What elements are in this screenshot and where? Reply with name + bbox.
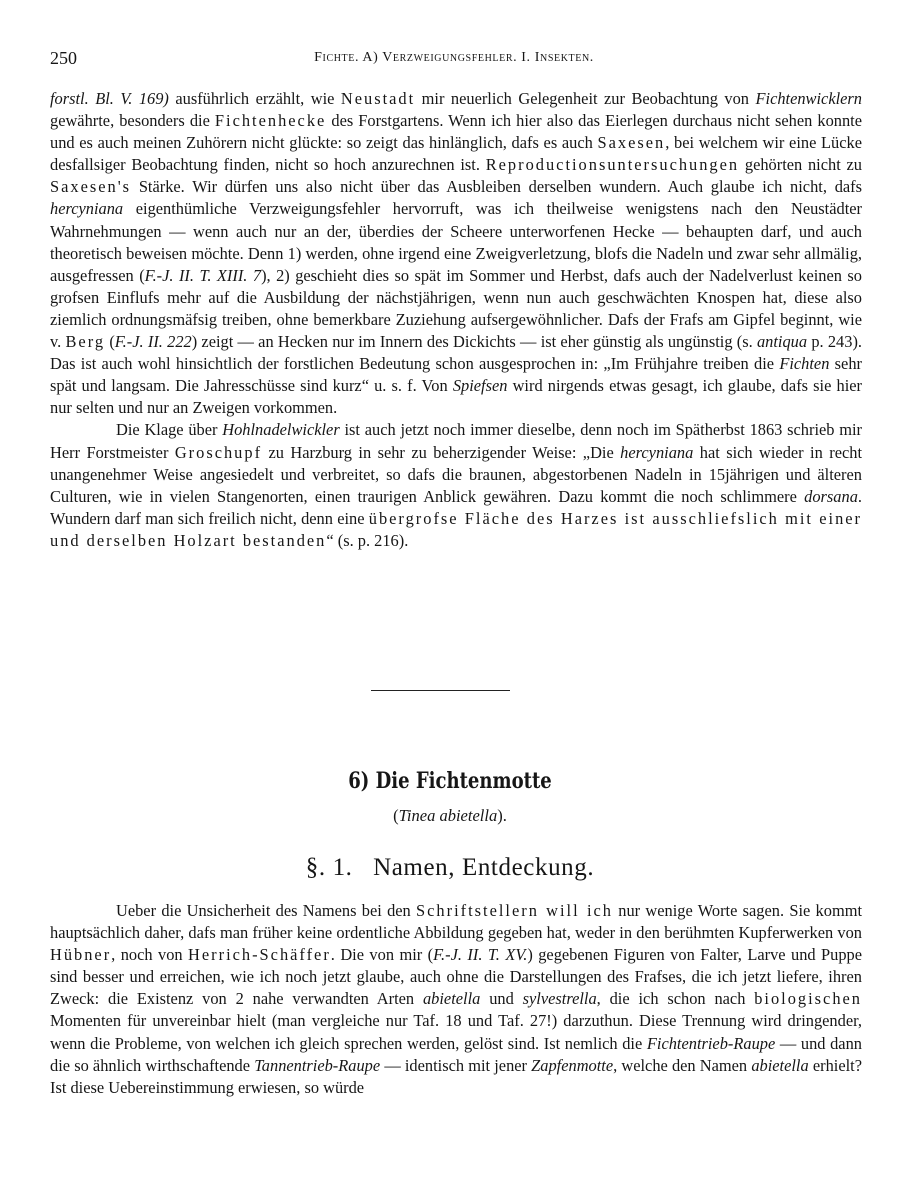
text-run: Stärke. Wir dürfen uns also nicht über das Ausbleiben derselben wundern. Auch glaube ich nicht, dafs — [131, 177, 862, 197]
section-subtitle — [0, 806, 900, 826]
species-name: Fichtenwicklern — [755, 89, 862, 108]
citation: F.-J. II. T. XIII. 7 — [144, 265, 262, 285]
emphasized-quote: übergrofse Fläche des Harzes ist ausschliefslich mit einer und derselben Holzart bestanden — [50, 508, 862, 550]
text-run: ausführlich erzählt, wie — [168, 89, 341, 108]
paragraph — [50, 900, 862, 1099]
section-title: 6) Die Fichtenmotte — [348, 768, 552, 794]
text-run: ( — [393, 806, 399, 825]
upper-text-block — [50, 88, 862, 552]
author-name: Saxesen — [597, 133, 666, 153]
text-run: erhielt? Ist diese Uebereinstimmung erwiesen, so würde — [50, 1055, 862, 1097]
text-run: und — [480, 989, 523, 1009]
text-run: des Forstgartens. Wenn ich hier also das Eierlegen durchaus nicht sehen konnte und es auch meinen Zuhörern nicht glückte: so zeigt das hinlänglich, dafs es auch — [50, 111, 862, 153]
species-name: Tannentrieb-Raupe — [254, 1055, 381, 1075]
text-run: Die Klage über — [116, 420, 223, 440]
text-run: ), 2) geschieht dies so spät im Sommer und Herbst, dafs auch der Nadelverlust keinen so grofsen Einflufs mehr auf die Ausbildung der nächstjährigen, wenn nun auch geschwächten Knospen hat, diese also ziemlich ordnungsmäfsig treiben, ohne bemerkbare Zuziehung aufsergewöhnlicher. Dafs der Frafs am Gipfel beginnt, wie v. — [50, 265, 862, 352]
species-name: abietella — [422, 989, 481, 1009]
paragraph — [50, 88, 862, 419]
species-name: Hohlnadelwickler — [222, 420, 340, 440]
emphasized-term: Fichtenhecke — [214, 111, 327, 131]
emphasized-term: Spiefsen — [452, 376, 508, 396]
citation: F.-J. II. T. XV. — [433, 945, 528, 965]
section-divider — [371, 690, 510, 691]
text-run: ). — [497, 806, 507, 825]
species-name: Tinea abietella — [398, 806, 498, 825]
author-name: Hübner — [50, 945, 112, 965]
species-name: Fichten — [779, 354, 830, 374]
text-run: Ueber die Unsicherheit des Namens bei den — [116, 901, 417, 920]
species-name: hercyniana — [620, 442, 694, 462]
lower-text-block — [50, 900, 862, 1099]
species-name: sylvestrella — [522, 989, 597, 1009]
species-name: antiqua — [756, 332, 808, 352]
text-run: wird nirgends etwas gesagt, ich glaube, dafs sie hier nur selten und nur an Zweigen vorkommen. — [50, 376, 863, 418]
text-run: , die ich schon nach — [596, 989, 755, 1009]
text-run: , noch von — [111, 945, 189, 965]
emphasized-term: Reproductionsuntersuchungen — [485, 155, 740, 175]
citation: forstl. Bl. V. 169) — [50, 89, 169, 108]
running-head: Fichte. A) Verzweigungsfehler. I. Insekten. — [314, 50, 594, 65]
paragraph-heading: §. 1. Namen, Entdeckung. — [305, 854, 595, 881]
text-run: zu Harzburg in sehr zu beherzigender Weise: „Die — [262, 442, 621, 462]
text-run: gehörten nicht zu — [739, 155, 862, 175]
paragraph — [50, 419, 862, 552]
species-name: Zapfenmotte — [531, 1055, 614, 1075]
text-run: gewährte, besonders die — [50, 111, 215, 131]
text-run: . Wundern darf man sich freilich nicht, denn eine — [50, 486, 862, 528]
text-run: mir neuerlich Gelegenheit zur Beobachtung von — [415, 89, 756, 108]
person-name: Groschupf — [174, 442, 263, 462]
text-run: — und dann die so ähnlich wirthschaftende — [50, 1033, 862, 1075]
text-run: Momenten für unvereinbar hielt (man vergleiche nur Taf. 18 und Taf. 27!) darzuthun. Diese Trennung wird dringender, wenn die Probleme, von welchen ich gleich sprechen werden, gelöst sind. Ist nemlich die — [50, 1011, 862, 1053]
author-name: Herrich-Schäffer — [188, 945, 331, 965]
text-run: nur wenige Worte sagen. Sie kommt hauptsächlich daher, dafs man früher keine ordentliche Abbildung gegeben hat, weder in den berühmten Kupferwerken von — [50, 901, 862, 943]
species-name: hercyniana — [50, 199, 124, 219]
place-name: Neustadt — [340, 89, 416, 108]
text-run: . Die von mir ( — [330, 945, 434, 965]
emphasized-term: Schriftstellern will ich — [416, 901, 613, 920]
text-run: sehr spät und langsam. Die Jahresschüsse sind kurz“ u. s. f. Von — [50, 354, 862, 396]
text-run: eigenthümliche Verzweigungsfehler hervorruft, was ich theilweise wenigstens nach den Neustädter Wahrnehmungen — wenn auch nur an der, überdies der Scheere unterworfenen Hecke — behaupten darf, und auch theoretisch beweisen möchte. Denn 1) werden, ohne irgend eine Zweigverletzung, blofs die Nadeln und zwar sehr allmälig, ausgefressen ( — [50, 199, 862, 285]
author-name: Berg — [65, 332, 106, 352]
species-name: dorsana — [804, 486, 858, 506]
author-name: Saxesen's — [50, 177, 132, 197]
species-name: abietella — [751, 1055, 809, 1075]
emphasized-term: biologischen — [754, 989, 862, 1009]
text-run: ( — [105, 332, 115, 352]
text-run: “ (s. p. 216). — [326, 530, 409, 550]
text-run: , welche den Namen — [613, 1055, 752, 1075]
text-run: — identisch mit jener — [380, 1055, 532, 1075]
citation: F.-J. II. 222 — [114, 332, 192, 352]
species-name: Fichtentrieb-Raupe — [646, 1033, 776, 1053]
text-run: ) gegebenen Figuren von Falter, Larve und Puppe sind besser und erreichen, wie ich noch jetzt glaube, auch ohne die Darstellungen des Frafses, die ich jetzt liefere, ihren Zweck: die Existenz von 2 nahe verwandten Arten — [50, 945, 863, 1009]
text-run: ) zeigt — an Hecken nur im Innern des Dickichts — ist eher günstig als ungünstig (s. — [191, 332, 757, 352]
text-run: p. 243). Das ist auch wohl hinsichtlich der forstlichen Bedeutung schon ausgesprochen in: „Im Frühjahre treiben die — [50, 332, 862, 374]
page-number: 250 — [50, 48, 77, 68]
page-header — [50, 48, 858, 74]
text-run: , bei welchem wir eine Lücke desfallsiger Beobachtung finden, nicht so hoch anzurechnen ist. — [50, 133, 862, 175]
text-run: ist auch jetzt noch immer dieselbe, denn noch im Spätherbst 1863 schrieb mir Herr Forstmeister — [50, 420, 863, 462]
text-run: hat sich wieder in recht unangenehmer Weise angesiedelt und verbreitet, so dafs die braunen, abgestorbenen Nadeln in 15jährigen und älteren Culturen, wie in vielen Stangenorten, einen traurigen Anblick gewähren. Dazu kommt die noch schlimmere — [50, 442, 862, 506]
